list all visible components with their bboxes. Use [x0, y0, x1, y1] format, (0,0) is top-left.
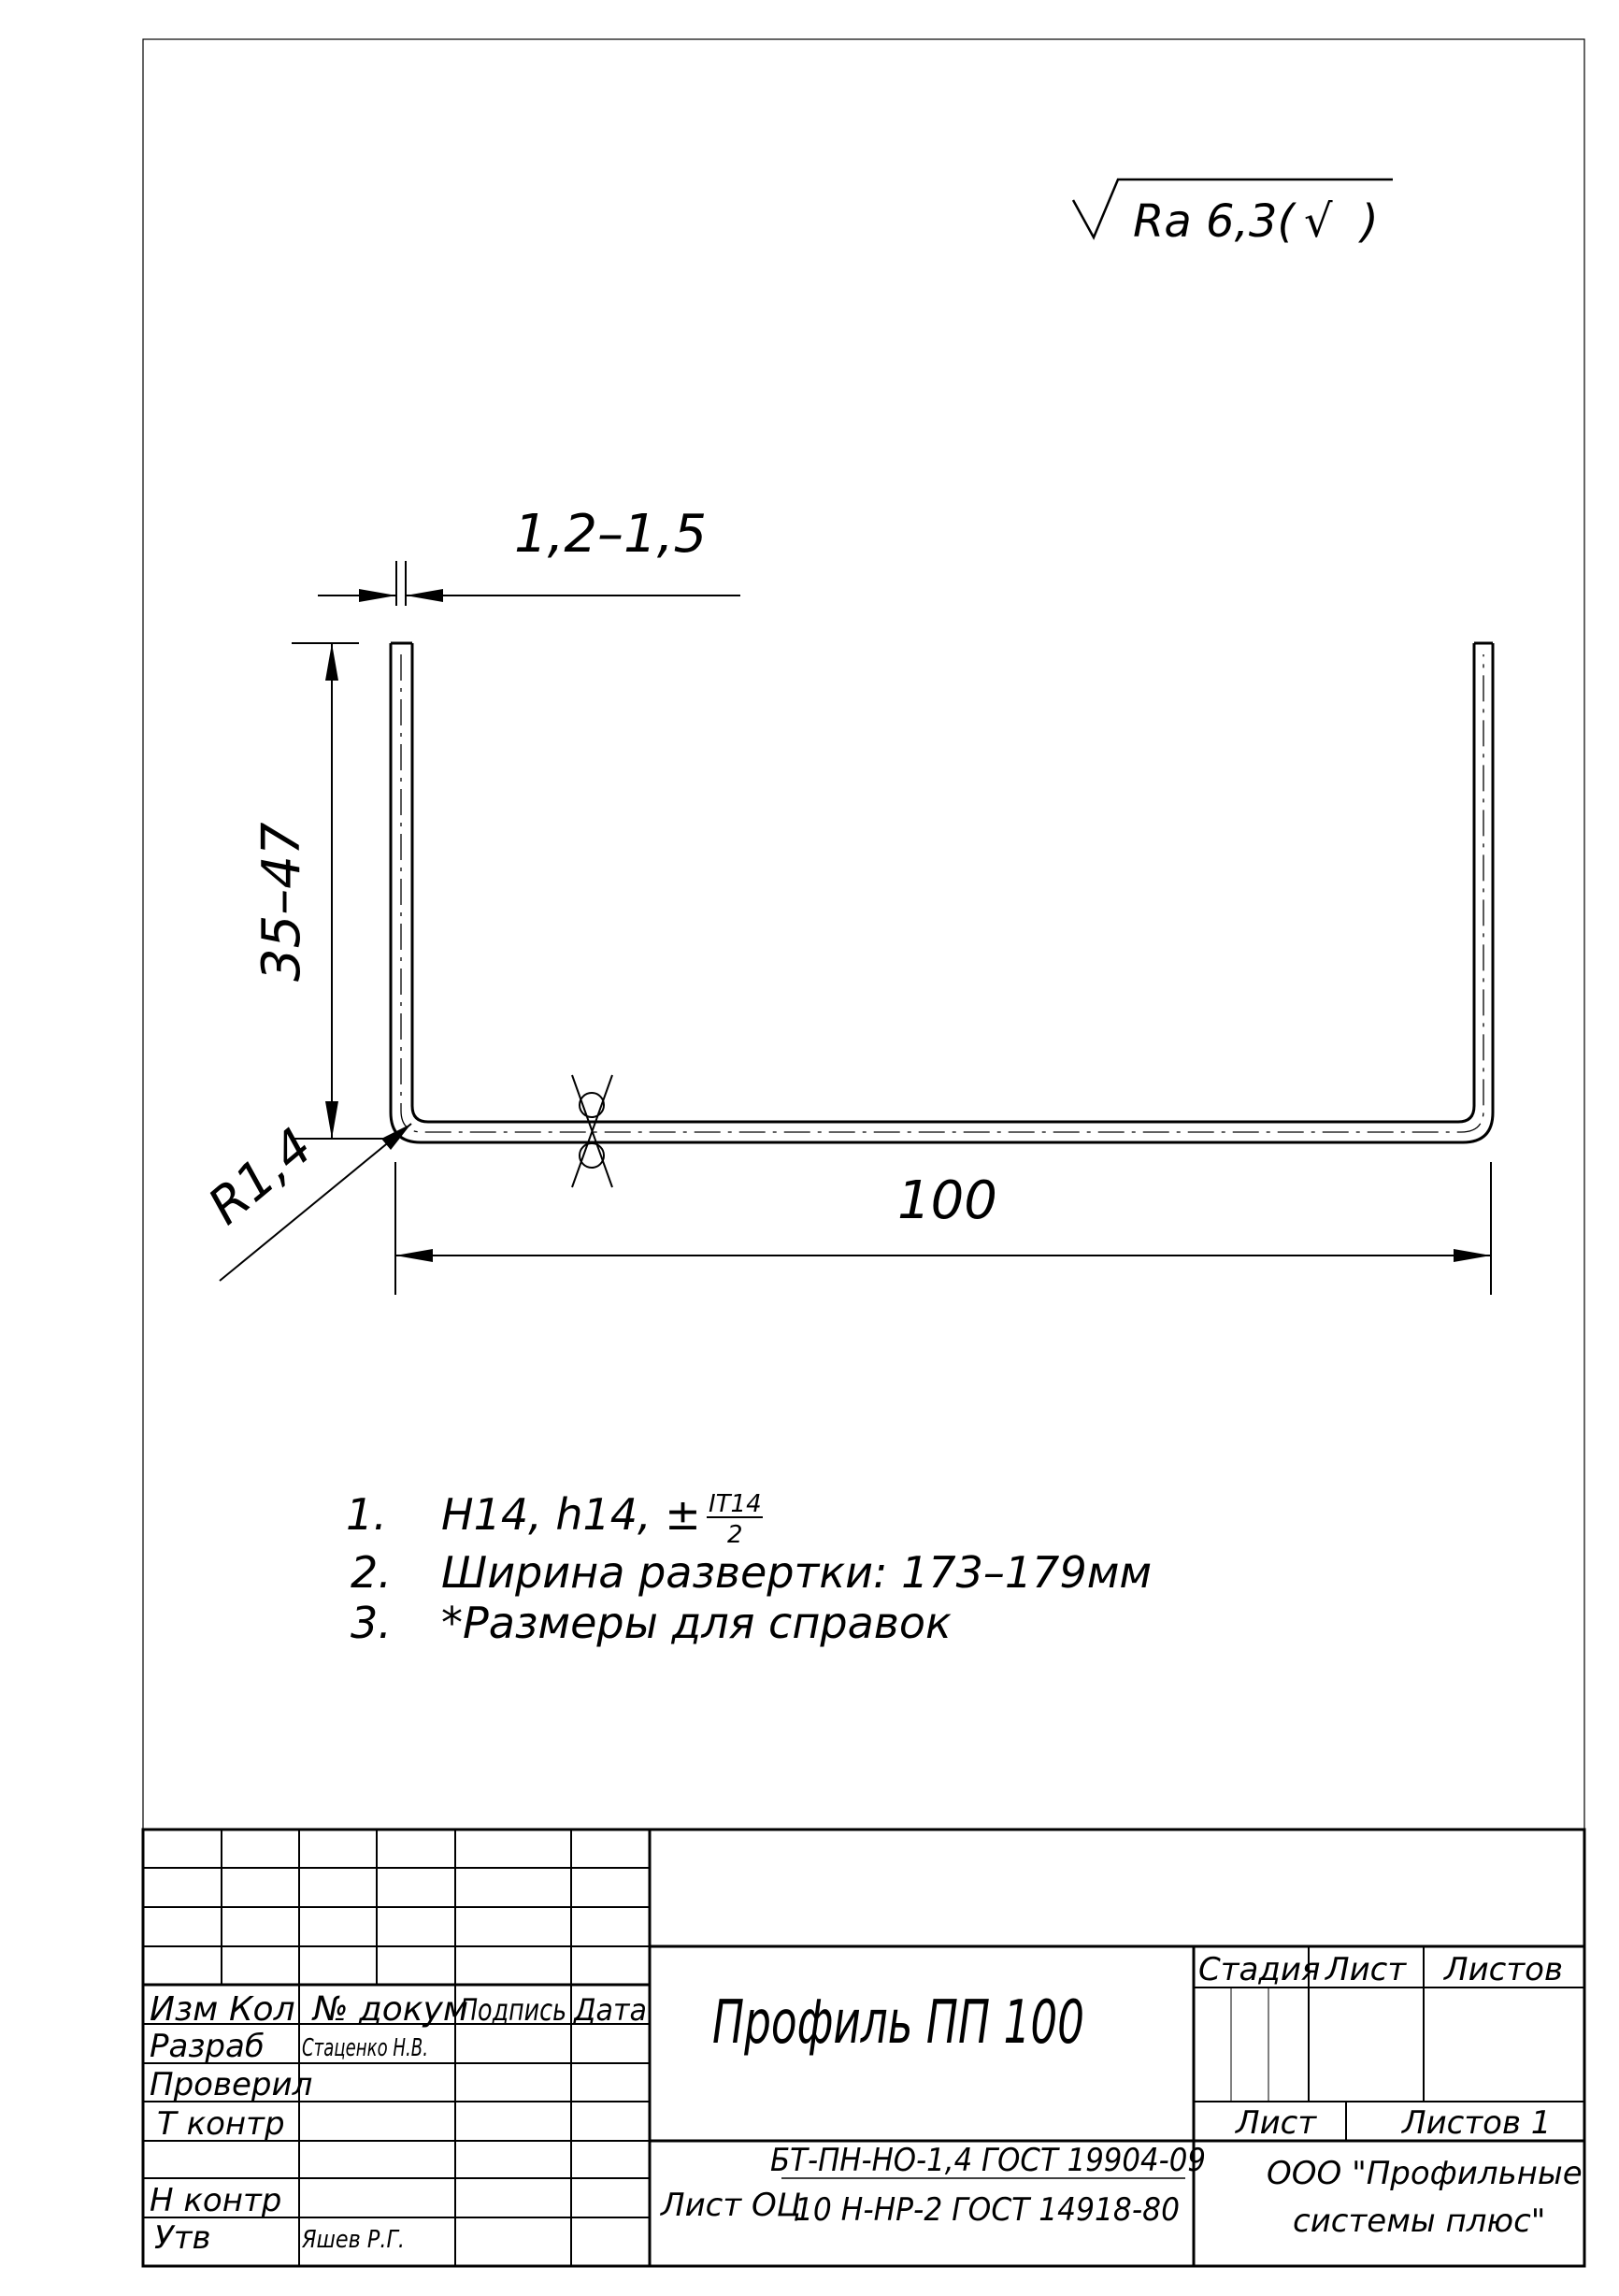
header-izm: Изм [150, 1990, 219, 2029]
note-3-num: 3. [351, 1598, 392, 1648]
radius-text: R1,4 [196, 1116, 323, 1236]
header-podpis: Подпись [460, 1992, 566, 2028]
note-3-text: *Размеры для справок [441, 1598, 952, 1648]
material-label: Лист ОЦ [661, 2187, 802, 2224]
roughness-symbol [1073, 179, 1393, 248]
radius-dimension [197, 1116, 411, 1281]
org-line-2: системы плюс" [1293, 2203, 1546, 2240]
stadia-label: Стадия [1198, 1951, 1321, 1988]
material-line-2: 10 Н-НР-2 ГОСТ 14918-80 [795, 2191, 1180, 2229]
role-tkontr: Т контр [157, 2105, 285, 2143]
thickness-text: 1,2–1,5 [514, 504, 708, 565]
title-block [143, 1830, 1584, 2266]
header-dokum: № докум [313, 1990, 469, 2029]
list2-label: Лист [1236, 2104, 1317, 2142]
note-1-frac-bottom: 2 [727, 1521, 743, 1549]
listov-label: Листов [1444, 1951, 1564, 1988]
org-line-1: ООО "Профильные [1267, 2155, 1583, 2192]
note-1-num: 1. [346, 1489, 387, 1540]
drawing-title: Профиль ПП 100 [712, 1988, 1084, 2058]
roughness-check: √ [1304, 195, 1333, 248]
list-label: Лист [1325, 1951, 1407, 1988]
note-2-num: 2. [351, 1547, 392, 1598]
header-data: Дата [572, 1992, 647, 2028]
roughness-text: Ra 6,3( [1133, 195, 1296, 248]
role-razrab: Разраб [150, 2028, 265, 2065]
name-razrab: Стаценко Н.В. [302, 2034, 428, 2062]
roughness-close: ) [1361, 195, 1379, 248]
break-symbol [572, 1075, 612, 1187]
profile-shape [391, 643, 1493, 1142]
thickness-dimension [318, 504, 740, 606]
name-utv: Яшев Р.Г. [301, 2226, 405, 2254]
header-kol: Кол [229, 1990, 295, 2029]
note-2-text: Ширина развертки: 173–179мм [441, 1547, 1153, 1598]
width-dimension [395, 1162, 1491, 1295]
note-1-text: H14, h14, ± [441, 1489, 701, 1540]
sheet-frame [143, 39, 1584, 2266]
material-line-1: БТ-ПН-НО-1,4 ГОСТ 19904-09 [770, 2142, 1206, 2179]
role-nkontr: Н контр [150, 2182, 282, 2219]
width-text: 100 [897, 1170, 997, 1231]
role-utv: Утв [154, 2219, 211, 2257]
notes [346, 1489, 1152, 1648]
height-dimension [251, 643, 391, 1139]
note-1-frac-top: IT14 [709, 1490, 762, 1518]
height-text: 35–47 [251, 822, 312, 982]
role-proveril: Проверил [150, 2066, 313, 2103]
listov2-label: Листов 1 [1402, 2104, 1552, 2142]
